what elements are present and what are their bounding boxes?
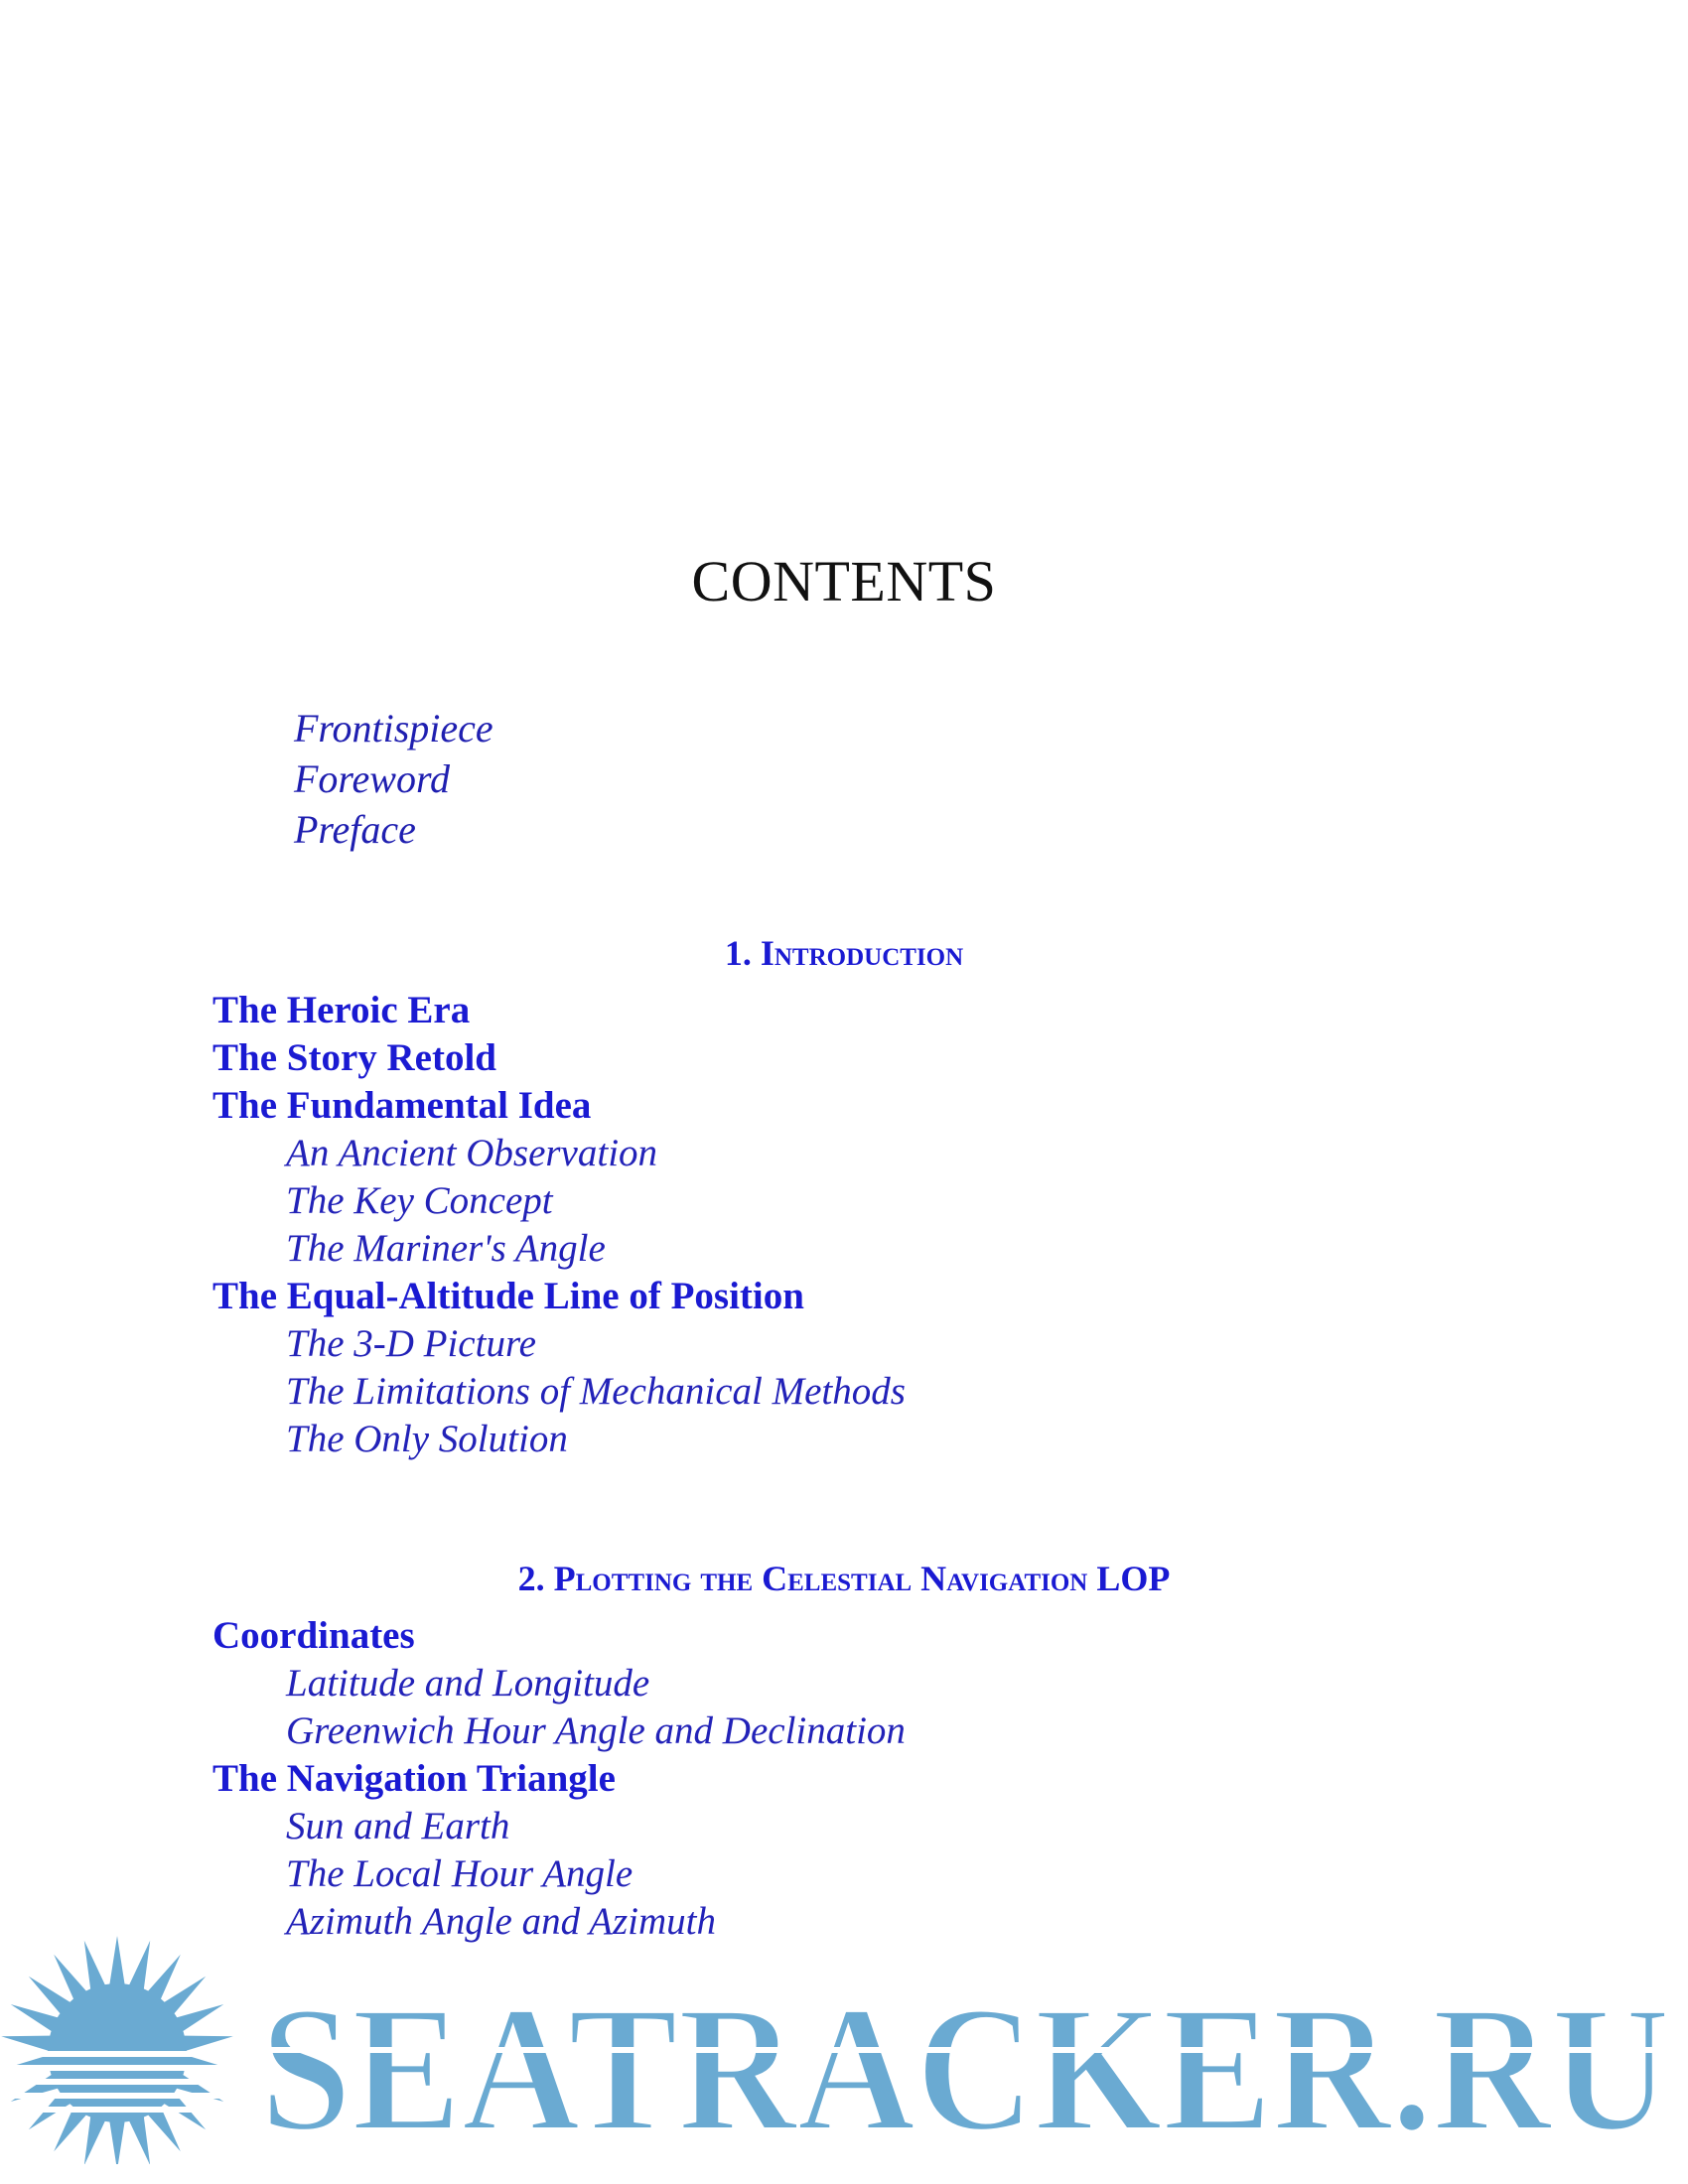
toc-link-foreword[interactable]: Foreword (294, 756, 451, 801)
toc-subsection-link[interactable]: The Mariner's Angle (286, 1227, 606, 1270)
toc-link-preface[interactable]: Preface (294, 807, 416, 852)
chapter-2 (0, 1557, 1688, 1946)
toc-section-link[interactable]: The Fundamental Idea (212, 1084, 592, 1127)
toc-subsection-link[interactable]: The Limitations of Mechanical Methods (286, 1370, 906, 1413)
sun-icon (0, 1936, 236, 2164)
watermark-text: SEATRACKER.RU (260, 1970, 1670, 2164)
watermark (0, 1926, 1688, 2164)
toc-link-frontispiece[interactable]: Frontispiece (294, 706, 493, 751)
chapter-heading[interactable]: 1. Introduction (724, 933, 964, 973)
toc-subsection-link[interactable]: An Ancient Observation (286, 1132, 658, 1174)
toc-subsection-link[interactable]: The Only Solution (286, 1418, 568, 1460)
toc-section-link[interactable]: The Heroic Era (212, 989, 471, 1031)
chapter-1 (0, 931, 1688, 1463)
toc-subsection-link[interactable]: Greenwich Hour Angle and Declination (286, 1709, 906, 1752)
toc-section-link[interactable]: The Story Retold (212, 1036, 496, 1079)
toc-subsection-link[interactable]: Azimuth Angle and Azimuth (286, 1900, 716, 1943)
page-title: CONTENTS (691, 549, 997, 614)
toc-subsection-link[interactable]: The 3-D Picture (286, 1322, 536, 1365)
toc-section-link[interactable]: Coordinates (212, 1614, 415, 1657)
toc-subsection-link[interactable]: The Local Hour Angle (286, 1852, 633, 1895)
front-matter-list (294, 703, 493, 855)
toc-subsection-link[interactable]: The Key Concept (286, 1179, 553, 1222)
toc-section-link[interactable]: The Equal-Altitude Line of Position (212, 1275, 804, 1317)
chapter-toc-list (0, 1612, 1688, 1946)
toc-subsection-link[interactable]: Sun and Earth (286, 1805, 510, 1847)
chapter-heading[interactable]: 2. Plotting the Celestial Navigation LOP (517, 1559, 1171, 1598)
toc-subsection-link[interactable]: Latitude and Longitude (286, 1662, 650, 1705)
toc-section-link[interactable]: The Navigation Triangle (212, 1757, 616, 1800)
chapter-toc-list (0, 987, 1688, 1463)
